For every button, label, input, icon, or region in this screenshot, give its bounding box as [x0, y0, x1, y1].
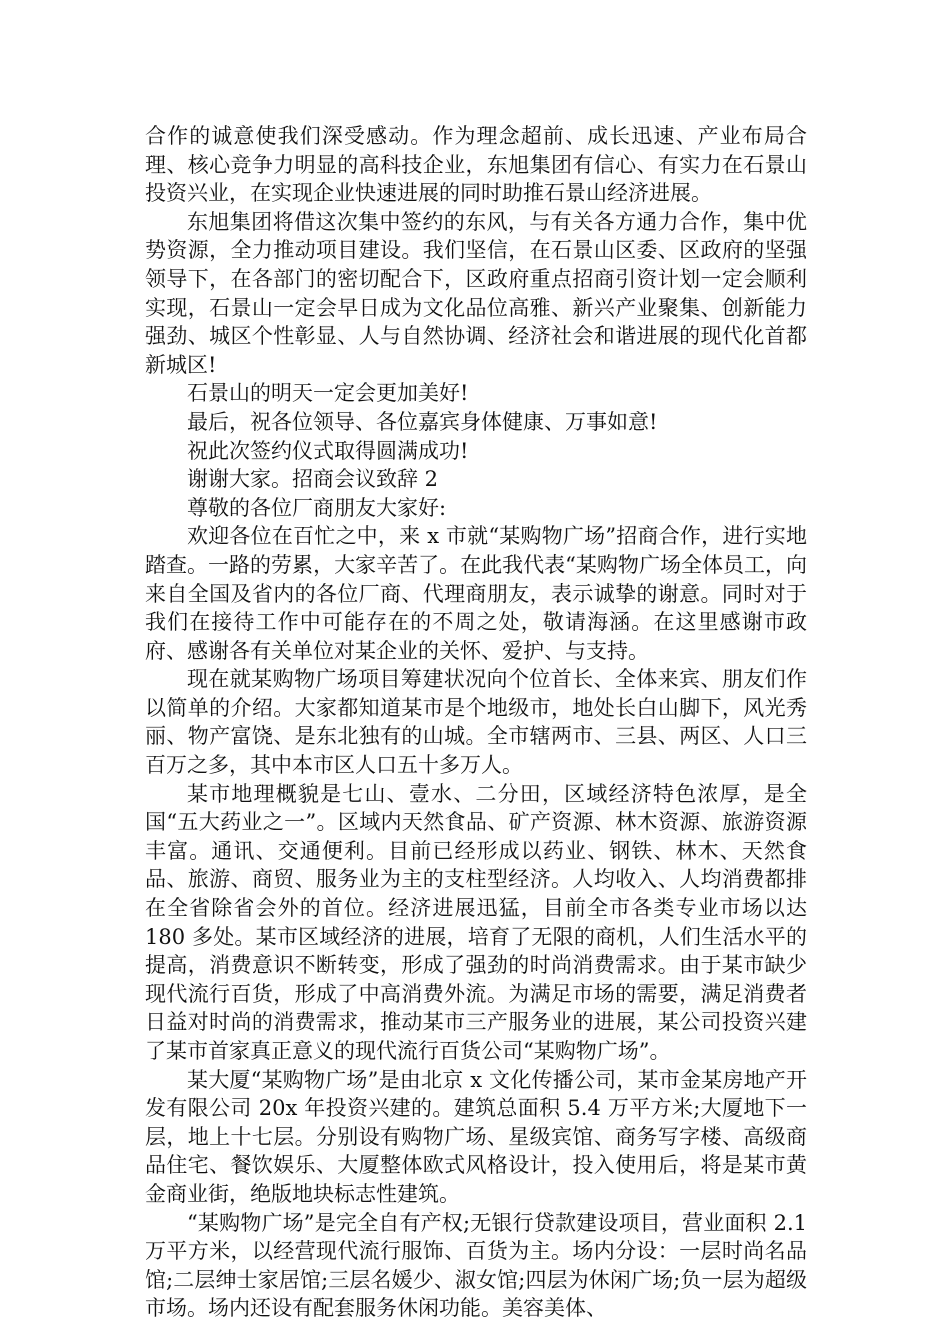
paragraph: 最后，祝各位领导、各位嘉宾身体健康、万事如意!: [187, 409, 658, 434]
section-heading: 谢谢大家。招商会议致辞 2: [187, 467, 439, 492]
document-page: [145, 122, 807, 1323]
paragraph: 石景山的明天一定会更加美好!: [187, 381, 469, 406]
paragraph: 欢迎各位在百忙之中，来 x 市就“某购物广场”招商合作，进行实地踏查。一路的劳累，大家辛苦了。在此我代表“某购物广场全体员工，向来自全国及省内的各位厂商、代理商朋友，表示诚挚的谢意。同时对于我们在接待工作中可能存在的不周之处，敬请海涵。在这里感谢市政府、感谢各有关单位对某企业的关怀、爱护、与支持。: [145, 524, 807, 663]
paragraph: “某购物广场”是完全自有产权;无银行贷款建设项目，营业面积 2.1 万平方米，以经营现代流行服饰、百货为主。场内分设：一层时尚名品馆;二层绅士家居馆;三层名媛少、淑女馆;四层为休闲广场;负一层为超级市场。场内还设有配套服务休闲功能。美容美体、: [145, 1210, 807, 1321]
paragraph: 现在就某购物广场项目筹建状况向个位首长、全体来宾、朋友们作以简单的介绍。大家都知道某市是个地级市，地处长白山脚下，风光秀丽、物产富饶、是东北独有的山城。全市辖两市、三县、两区、人口三百万之多，其中本市区人口五十多万人。: [145, 667, 807, 778]
paragraph: 祝此次签约仪式取得圆满成功!: [187, 438, 469, 463]
salutation: 尊敬的各位厂商朋友大家好:: [187, 495, 447, 520]
paragraph: 合作的诚意使我们深受感动。作为理念超前、成长迅速、产业布局合理、核心竞争力明显的高科技企业，东旭集团有信心、有实力在石景山投资兴业，在实现企业快速进展的同时助推石景山经济进展。: [145, 124, 807, 206]
paragraph: 某大厦“某购物广场”是由北京 x 文化传播公司，某市金某房地产开发有限公司 20x 年投资兴建的。建筑总面积 5.4 万平方米;大厦地下一层，地上十七层。分别设有购物广场、星级宾馆、商务写字楼、高级商品住宅、餐饮娱乐、大厦整体欧式风格设计，投入使用后，将是某市黄金商业街，绝版地块标志性建筑。: [145, 1067, 807, 1206]
paragraph: 东旭集团将借这次集中签约的东风，与有关各方通力合作，集中优势资源，全力推动项目建设。我们坚信，在石景山区委、区政府的坚强领导下，在各部门的密切配合下，区政府重点招商引资计划一定会顺利实现，石景山一定会早日成为文化品位高雅、新兴产业聚集、创新能力强劲、城区个性彰显、人与自然协调、经济社会和谐进展的现代化首都新城区!: [145, 209, 807, 377]
paragraph: 某市地理概貌是七山、壹水、二分田，区域经济特色浓厚，是全国“五大药业之一”。区域内天然食品、矿产资源、林木资源、旅游资源丰富。通讯、交通便利。目前已经形成以药业、钢铁、林木、天然食品、旅游、商贸、服务业为主的支柱型经济。人均收入、人均消费都排在全省除省会外的首位。经济进展迅猛，目前全市各类专业市场以达 180 多处。某市区域经济的进展，培育了无限的商机，人们生活水平的提高，消费意识不断转变，形成了强劲的时尚消费需求。由于某市缺少现代流行百货，形成了中高消费外流。为满足市场的需要，满足消费者日益对时尚的消费需求，推动某市三产服务业的进展，某公司投资兴建了某市首家真正意义的现代流行百货公司“某购物广场”。: [145, 781, 807, 1063]
